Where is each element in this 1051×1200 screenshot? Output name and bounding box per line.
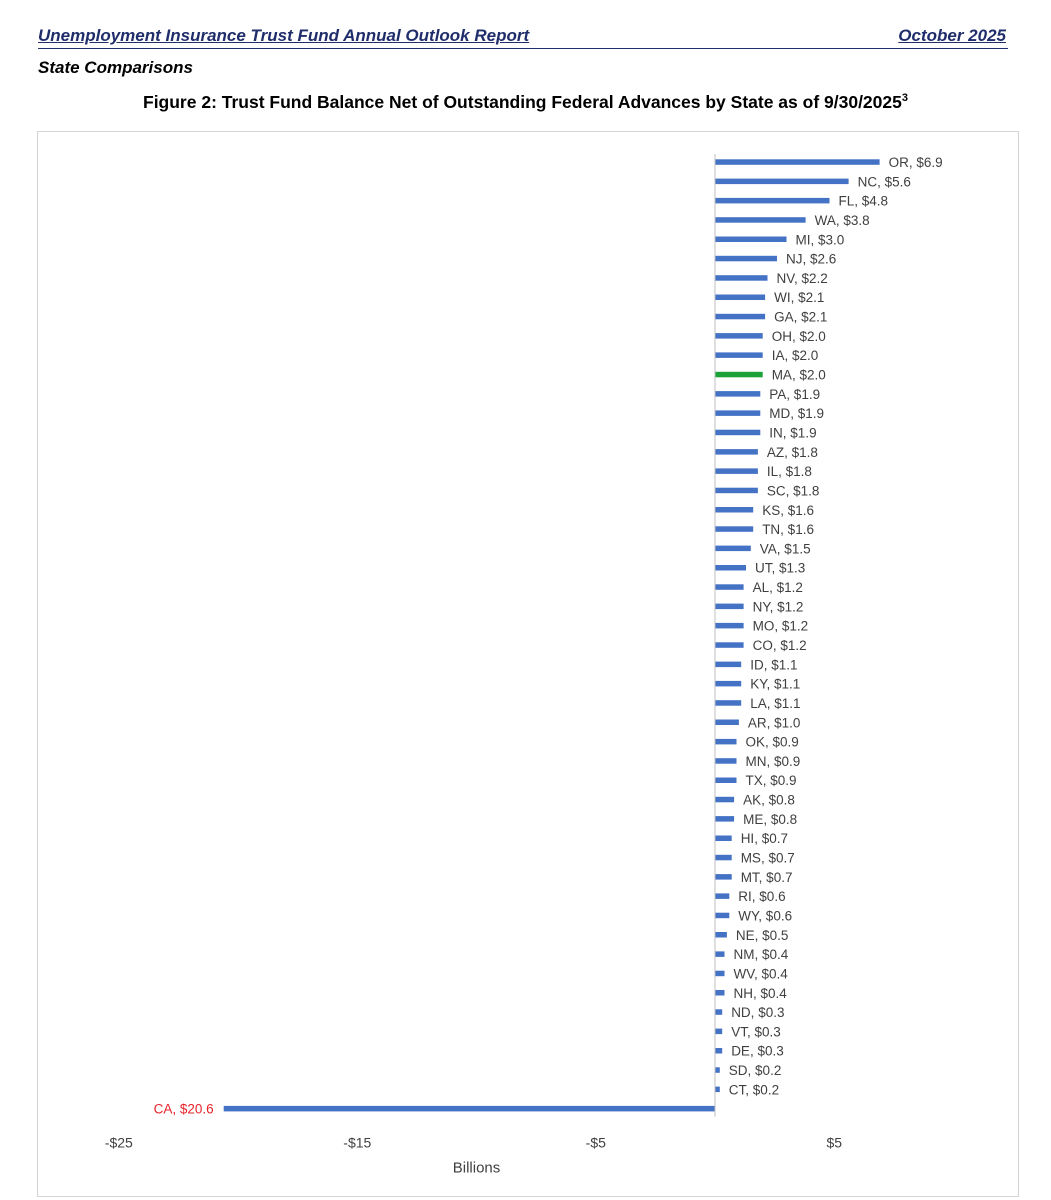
bar-oh <box>715 333 763 339</box>
data-labels-layer <box>154 155 943 1117</box>
data-label-al: AL, $1.2 <box>752 580 803 595</box>
bar-fl <box>715 198 830 204</box>
data-label-me: ME, $0.8 <box>743 811 798 827</box>
report-date: October 2025 <box>898 26 1006 45</box>
data-label-nm: NM, $0.4 <box>733 947 789 963</box>
data-label-de: DE, $0.3 <box>731 1043 784 1059</box>
bar-ut <box>715 565 746 571</box>
data-label-nj: NJ, $2.6 <box>786 251 837 267</box>
data-label-ny: NY, $1.2 <box>752 599 804 615</box>
bar-id <box>715 662 741 668</box>
figure-title <box>0 92 1051 113</box>
bar-nd <box>715 1009 722 1015</box>
bar-ok <box>715 739 737 745</box>
bar-md <box>715 410 760 416</box>
data-label-sd: SD, $0.2 <box>728 1063 782 1078</box>
data-label-mi: MI, $3.0 <box>795 232 845 248</box>
data-label-in: IN, $1.9 <box>769 425 817 441</box>
bar-mi <box>715 237 787 243</box>
bar-or <box>715 159 880 165</box>
bar-nm <box>715 951 725 957</box>
bar-pa <box>715 391 760 397</box>
bar-al <box>715 584 744 590</box>
bar-va <box>715 546 751 552</box>
figure-title-text: Figure 2: Trust Fund Balance Net of Outstanding Federal Advances by State as of 9/30/2025 <box>143 92 902 112</box>
data-label-ky: KY, $1.1 <box>750 676 801 692</box>
bar-ne <box>715 932 727 938</box>
x-axis-title: Billions <box>452 1159 501 1177</box>
data-label-nd: ND, $0.3 <box>731 1005 785 1021</box>
bar-ca <box>224 1106 715 1112</box>
bar-de <box>715 1048 722 1054</box>
bar-chart <box>38 132 1018 1196</box>
bar-sc <box>715 488 758 494</box>
bar-nv <box>715 275 768 281</box>
bar-mn <box>715 758 737 764</box>
data-label-tx: TX, $0.9 <box>745 773 797 789</box>
data-label-id: ID, $1.1 <box>750 657 798 673</box>
data-label-nc: NC, $5.6 <box>857 174 911 190</box>
data-label-ca: CA, $20.6 <box>153 1101 214 1117</box>
data-label-nv: NV, $2.2 <box>776 270 828 286</box>
bar-hi <box>715 836 732 842</box>
bar-co <box>715 642 744 648</box>
footnote-mark: 3 <box>901 92 908 104</box>
bar-tx <box>715 778 737 784</box>
bar-ks <box>715 507 753 513</box>
data-label-wy: WY, $0.6 <box>738 908 793 924</box>
bar-la <box>715 700 741 706</box>
data-label-wv: WV, $0.4 <box>733 966 788 982</box>
bar-il <box>715 468 758 474</box>
bar-ga <box>715 314 765 320</box>
data-label-sc: SC, $1.8 <box>766 483 820 499</box>
x-tick-labels-layer <box>105 1135 843 1151</box>
bar-ct <box>715 1087 720 1093</box>
data-label-va: VA, $1.5 <box>759 541 811 557</box>
bar-mo <box>715 623 744 629</box>
bar-tn <box>715 526 753 532</box>
data-label-ne: NE, $0.5 <box>735 927 789 943</box>
x-tick-label: $5 <box>826 1134 843 1151</box>
bar-nc <box>715 179 849 185</box>
data-label-co: CO, $1.2 <box>752 638 807 653</box>
chart-frame <box>37 131 1019 1197</box>
data-label-md: MD, $1.9 <box>769 406 825 422</box>
bar-wy <box>715 913 729 919</box>
bar-ky <box>715 681 741 687</box>
data-label-oh: OH, $2.0 <box>771 328 826 344</box>
report-header <box>38 24 1008 49</box>
data-label-mo: MO, $1.2 <box>752 618 809 634</box>
bar-in <box>715 430 760 436</box>
data-label-nh: NH, $0.4 <box>733 985 787 1001</box>
data-label-ut: UT, $1.3 <box>755 560 806 576</box>
section-title: State Comparisons <box>38 58 193 77</box>
data-label-tn: TN, $1.6 <box>762 522 814 538</box>
report-title: Unemployment Insurance Trust Fund Annual Outlook Report <box>38 26 530 45</box>
bar-wv <box>715 971 725 977</box>
data-label-hi: HI, $0.7 <box>740 831 788 847</box>
data-label-ms: MS, $0.7 <box>740 850 795 866</box>
data-label-ok: OK, $0.9 <box>745 734 799 750</box>
data-label-ri: RI, $0.6 <box>738 889 786 905</box>
x-tick-label: -$5 <box>585 1134 606 1151</box>
data-label-wi: WI, $2.1 <box>774 290 825 306</box>
data-label-la: LA, $1.1 <box>750 696 801 711</box>
data-label-mn: MN, $0.9 <box>745 753 801 769</box>
data-label-ga: GA, $2.1 <box>774 309 828 325</box>
data-label-mt: MT, $0.7 <box>740 869 793 885</box>
bar-vt <box>715 1029 722 1035</box>
bar-ny <box>715 604 744 610</box>
data-label-pa: PA, $1.9 <box>769 386 821 402</box>
data-label-ia: IA, $2.0 <box>771 348 819 364</box>
data-label-ak: AK, $0.8 <box>743 792 795 808</box>
bar-wa <box>715 217 806 223</box>
bar-ia <box>715 352 763 358</box>
data-label-or: OR, $6.9 <box>888 155 943 170</box>
data-label-ks: KS, $1.6 <box>762 502 814 518</box>
data-label-ct: CT, $0.2 <box>728 1082 780 1098</box>
data-label-wa: WA, $3.8 <box>814 213 870 228</box>
x-tick-label: -$15 <box>343 1134 372 1151</box>
x-tick-label: -$25 <box>104 1134 133 1151</box>
data-label-il: IL, $1.8 <box>766 464 812 480</box>
bar-wi <box>715 295 765 301</box>
bar-sd <box>715 1067 720 1073</box>
bar-ma <box>715 372 763 378</box>
bar-ar <box>715 720 739 726</box>
data-label-az: AZ, $1.8 <box>766 444 818 460</box>
data-label-vt: VT, $0.3 <box>731 1024 781 1040</box>
bar-nj <box>715 256 777 261</box>
bar-me <box>715 816 734 822</box>
bar-mt <box>715 874 732 880</box>
bar-az <box>715 449 758 455</box>
bar-ri <box>715 893 729 899</box>
data-label-ma: MA, $2.0 <box>771 367 826 383</box>
bar-ak <box>715 797 734 803</box>
bar-ms <box>715 855 732 861</box>
bar-nh <box>715 990 725 996</box>
data-label-ar: AR, $1.0 <box>747 715 801 731</box>
data-label-fl: FL, $4.8 <box>838 193 889 209</box>
